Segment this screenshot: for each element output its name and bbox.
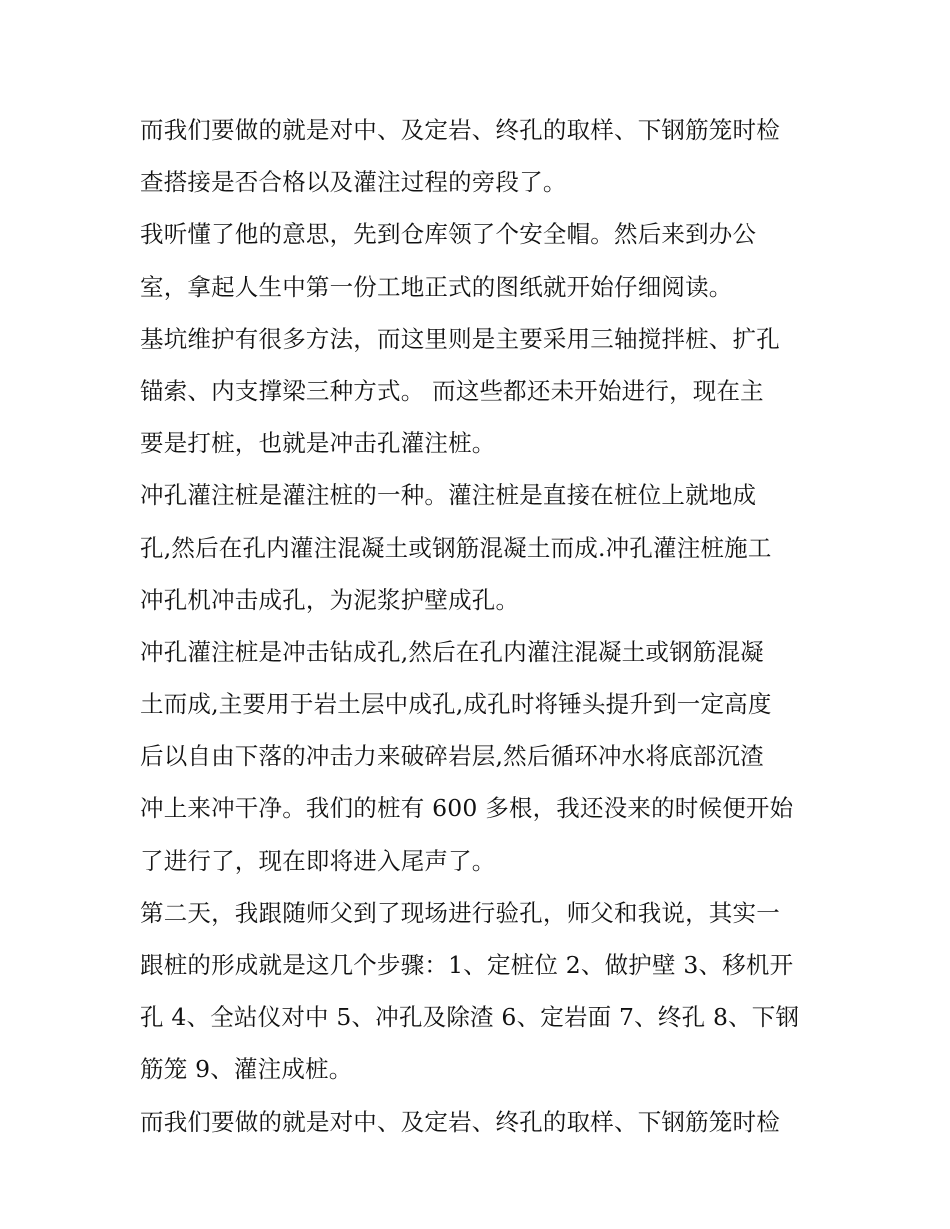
- text-line: 孔 4、全站仪对中 5、冲孔及除渣 6、定岩面 7、终孔 8、下钢: [140, 1003, 800, 1032]
- text-line: 冲孔灌注桩是冲击钻成孔,然后在孔内灌注混凝土或钢筋混凝: [140, 637, 764, 666]
- text-line: 要是打桩，也就是冲击孔灌注桩。: [140, 429, 496, 458]
- text-line: 后以自由下落的冲击力来破碎岩层,然后循环冲水将底部沉渣: [140, 742, 764, 771]
- text-line: 我听懂了他的意思，先到仓库领了个安全帽。然后来到办公: [140, 220, 757, 249]
- text-line: 孔,然后在孔内灌注混凝土或钢筋混凝土而成.冲孔灌注桩施工: [140, 533, 772, 562]
- text-line: 而我们要做的就是对中、及定岩、终孔的取样、下钢筋笼时检: [140, 116, 780, 144]
- text-line: 土而成,主要用于岩土层中成孔,成孔时将锤头提升到一定高度: [140, 690, 772, 719]
- text-line: 室，拿起人生中第一份工地正式的图纸就开始仔细阅读。: [140, 272, 733, 301]
- text-line: 锚索、内支撑梁三种方式。 而这些都还未开始进行，现在主: [140, 376, 764, 405]
- text-line: 基坑维护有很多方法，而这里则是主要采用三轴搅拌桩、扩孔: [140, 324, 780, 353]
- text-line: 冲孔机冲击成孔，为泥浆护壁成孔。: [140, 585, 520, 614]
- text-line: 了进行了，现在即将进入尾声了。: [140, 846, 496, 875]
- text-line: 第二天，我跟随师父到了现场进行验孔，师父和我说，其实一: [140, 898, 780, 927]
- text-line: 而我们要做的就是对中、及定岩、终孔的取样、下钢筋笼时检: [140, 1107, 780, 1136]
- text-line: 跟桩的形成就是这几个步骤：1、定桩位 2、做护壁 3、移机开: [140, 951, 794, 979]
- text-line: 冲上来冲干净。我们的桩有 600 多根，我还没来的时候便开始: [140, 794, 794, 823]
- text-line: 查搭接是否合格以及灌注过程的旁段了。: [140, 168, 567, 197]
- text-line: 冲孔灌注桩是灌注桩的一种。灌注桩是直接在桩位上就地成: [140, 481, 757, 510]
- text-line: 筋笼 9、灌注成桩。: [140, 1055, 353, 1084]
- document-body: [140, 104, 816, 1148]
